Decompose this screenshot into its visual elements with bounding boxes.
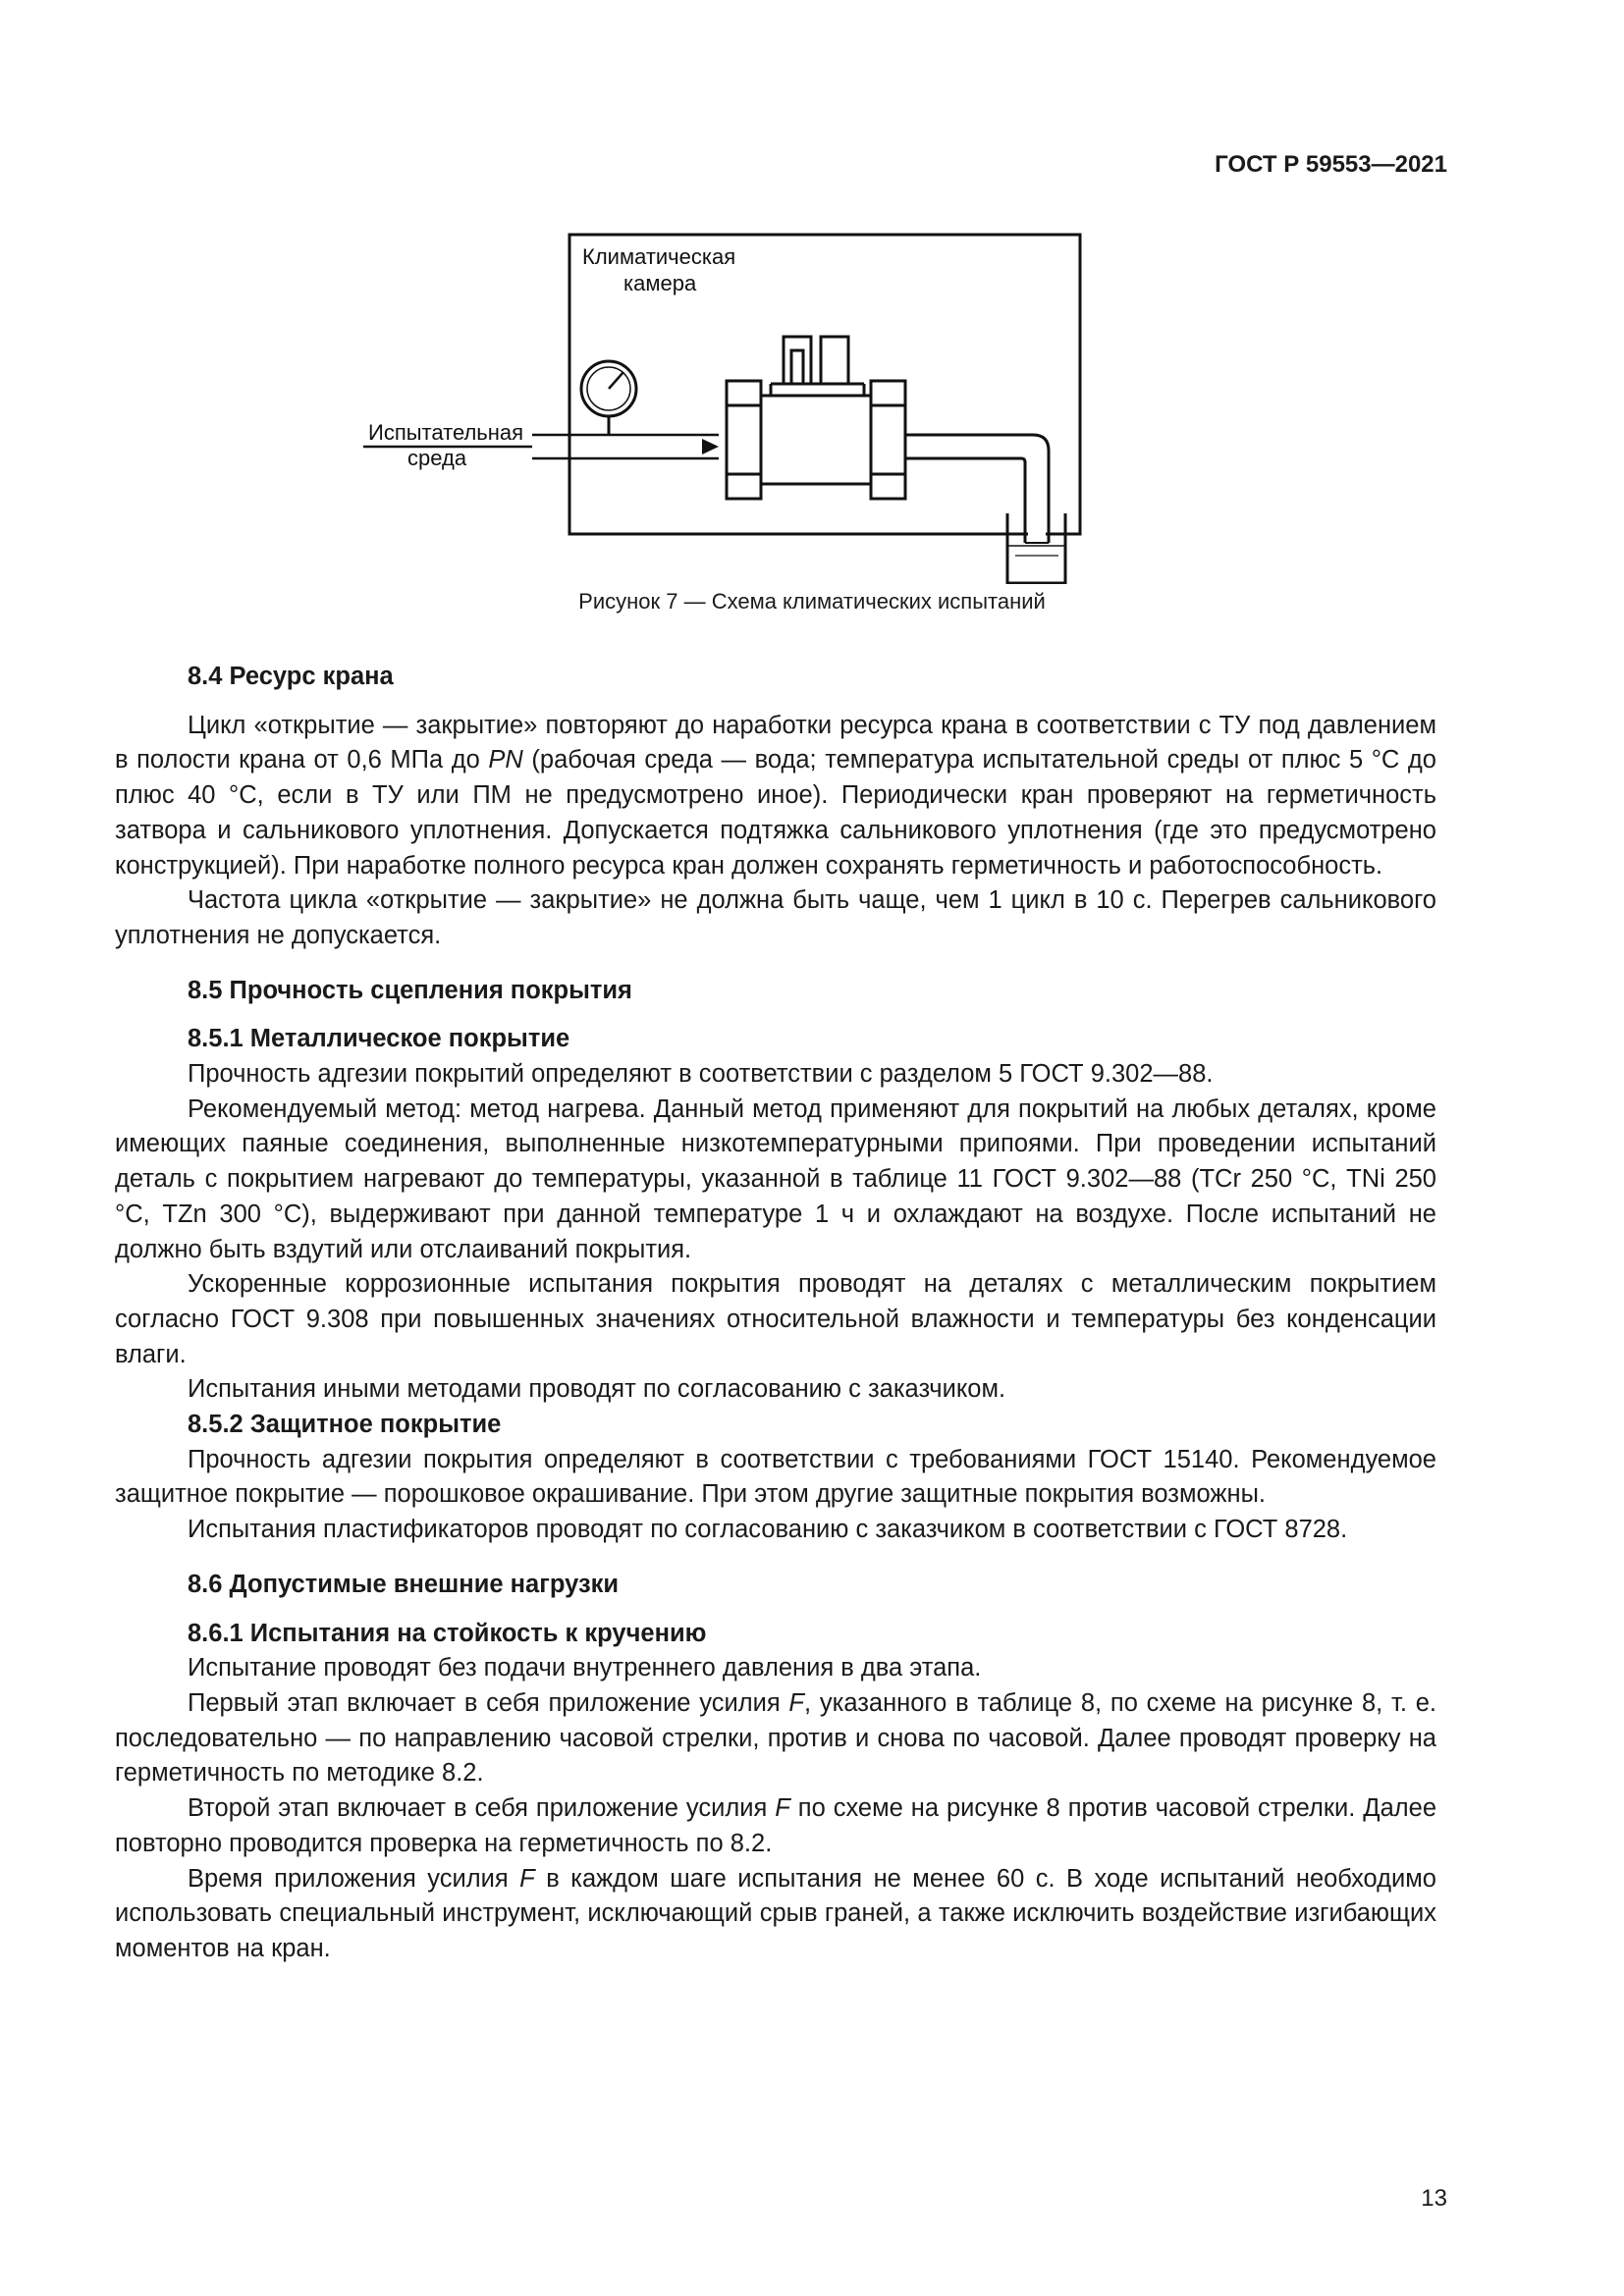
paragraph: Испытания пластификаторов проводят по согласованию с заказчиком в соответствии с ГОСТ 8728. xyxy=(188,1516,1348,1544)
section-8-6-1-heading: 8.6.1 Испытания на стойкость к кручению xyxy=(188,1619,707,1647)
paragraph: Второй этап включает в себя приложение усилия F по схеме на рисунке 8 против часовой стрелки. Далее повторно проводится проверка на герметичность по 8.2. xyxy=(115,1794,1436,1857)
ball-valve-icon xyxy=(727,337,905,499)
paragraph: Первый этап включает в себя приложение усилия F, указанного в таблице 8, по схеме на рисунке 8, т. е. последовательно — по направлению часовой стрелки, против и снова по часовой. Далее проводят проверку на герметичность по методике 8.2. xyxy=(115,1688,1436,1788)
paragraph: Цикл «открытие — закрытие» повторяют до наработки ресурса крана в соответствии с ТУ под давлением в полости крана от 0,6 МПа до PN (рабочая среда — вода; температура испытательной среды от плюс 5 °С до плюс 40 °С, если в ТУ или ПМ не предусмотрено иное). Периодически кран проверяют на герметичность затвора и сальникового уплотнения. Допускается подтяжка сальникового уплотнения (где это предусмотрено конструкцией). При наработке полного ресурса кран должен сохранять герметичность и работоспособность. xyxy=(115,711,1436,880)
paragraph: Время приложения усилия F в каждом шаге испытания не менее 60 с. В ходе испытаний необходимо использовать специальный инструмент, исключающий срыв граней, а также исключить воздействие изгибающих моментов на кран. xyxy=(115,1864,1436,1962)
chamber-label-line2: камера xyxy=(623,271,697,295)
paragraph: Испытание проводят без подачи внутреннего давления в два этапа. xyxy=(188,1654,982,1682)
paragraph: Ускоренные коррозионные испытания покрытия проводят на деталях с металлическим покрытием согласно ГОСТ 9.308 при повышенных значениях относительной влажности и температуры без конденсации влаги. xyxy=(115,1270,1436,1368)
section-8-5-2-heading: 8.5.2 Защитное покрытие xyxy=(188,1411,502,1439)
page-number: 13 xyxy=(1421,2185,1447,2212)
paragraph: Прочность адгезии покрытия определяют в соответствии с требованиями ГОСТ 15140. Рекомендуемое защитное покрытие — порошковое окрашивание. При этом другие защитные покрытия возможны. xyxy=(115,1445,1436,1509)
flow-arrowhead xyxy=(702,439,719,454)
chamber-label-line1: Климатическая xyxy=(582,244,736,269)
document-id-header: ГОСТ Р 59553—2021 xyxy=(1215,151,1447,178)
paragraph: Испытания иными методами проводят по согласованию с заказчиком. xyxy=(188,1375,1006,1404)
document-body xyxy=(115,660,1436,1967)
paragraph: Частота цикла «открытие — закрытие» не должна быть чаще, чем 1 цикл в 10 с. Перегрев сальникового уплотнения не допускается. xyxy=(115,886,1436,949)
section-8-5-1-heading: 8.5.1 Металлическое покрытие xyxy=(188,1025,570,1053)
pressure-gauge-icon xyxy=(581,361,636,435)
climatic-test-diagram xyxy=(353,221,1159,584)
figure-caption: Рисунок 7 — Схема климатических испытаний xyxy=(578,589,1046,614)
medium-label-line1: Испытательная xyxy=(368,420,524,445)
section-8-6-heading: 8.6 Допустимые внешние нагрузки xyxy=(188,1570,620,1598)
section-8-4-heading: 8.4 Ресурс крана xyxy=(188,663,394,690)
paragraph: Рекомендуемый метод: метод нагрева. Данный метод применяют для покрытий на любых деталях, кроме имеющих паяные соединения, выполненные низкотемпературными припоями. При проведении испытаний деталь с покрытием нагревают до температуры, указанной в таблице 11 ГОСТ 9.302—88 (ТCr 250 °С, ТNi 250 °С, ТZn 300 °С), выдерживают при данной температуре 1 ч и охлаждают на воздухе. После испытаний не должно быть вздутий или отслаиваний покрытия. xyxy=(115,1095,1436,1263)
medium-label-line2: среда xyxy=(407,446,467,470)
paragraph: Прочность адгезии покрытий определяют в соответствии с разделом 5 ГОСТ 9.302—88. xyxy=(188,1060,1214,1089)
section-8-5-heading: 8.5 Прочность сцепления покрытия xyxy=(188,976,632,1004)
